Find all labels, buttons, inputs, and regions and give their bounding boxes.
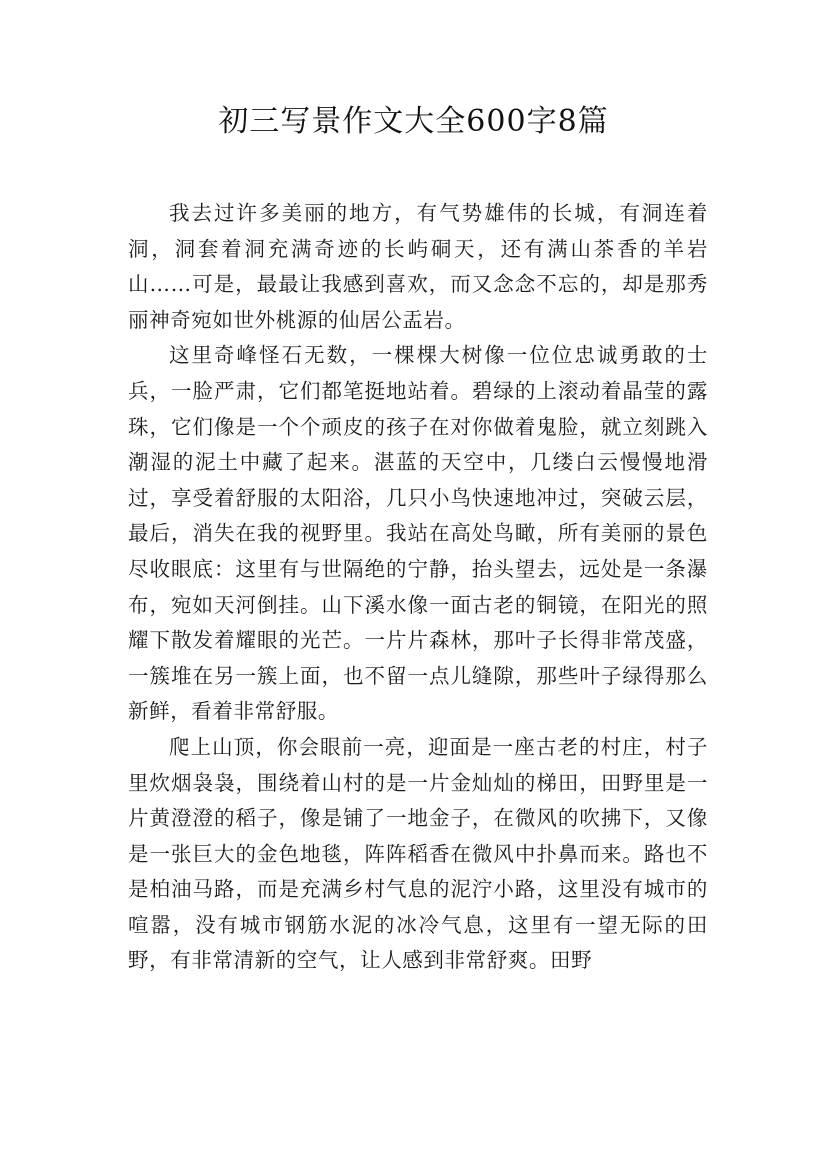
paragraph-2: 这里奇峰怪石无数，一棵棵大树像一位位忠诚勇敢的士兵，一脸严肃，它们都笔挺地站着。碧绿的上滚动着晶莹的露珠，它们像是一个个顽皮的孩子在对你做着鬼脸，就立刻跳入潮湿的泥土中藏了起来。湛蓝的天空中，几缕白云慢慢地滑过，享受着舒服的太阳浴，几只小鸟快速地冲过，突破云层，最后，消失在我的视野里。我站在高处鸟瞰，所有美丽的景色尽收眼底：这里有与世隔绝的宁静，抬头望去，远处是一条瀑布，宛如天河倒挂。山下溪水像一面古老的铜镜，在阳光的照耀下散发着耀眼的光芒。一片片森林，那叶子长得非常茂盛，一簇堆在另一簇上面，也不留一点儿缝隙，那些叶子绿得那么新鲜，看着非常舒服。 [128,343,708,724]
document-body [128,196,708,979]
paragraph-1: 我去过许多美丽的地方，有气势雄伟的长城，有洞连着洞，洞套着洞充满奇迹的长屿硐天，还有满山茶香的羊岩山……可是，最最让我感到喜欢，而又念念不忘的，却是那秀丽神奇宛如世外桃源的仙居公盂岩。 [128,201,708,332]
document-title: 初三写景作文大全600字8篇 [218,104,609,139]
paragraph-3: 爬上山顶，你会眼前一亮，迎面是一座古老的村庄，村子里炊烟袅袅，围绕着山村的是一片金灿灿的梯田，田野里是一片黄澄澄的稻子，像是铺了一地金子，在微风的吹拂下，又像是一张巨大的金色地毯，阵阵稻香在微风中扑鼻而来。路也不是柏油马路，而是充满乡村气息的泥泞小路，这里没有城市的喧嚣，没有城市钢筋水泥的冰冷气息，这里有一望无际的田野，有非常清新的空气，让人感到非常舒爽。田野 [128,734,708,973]
